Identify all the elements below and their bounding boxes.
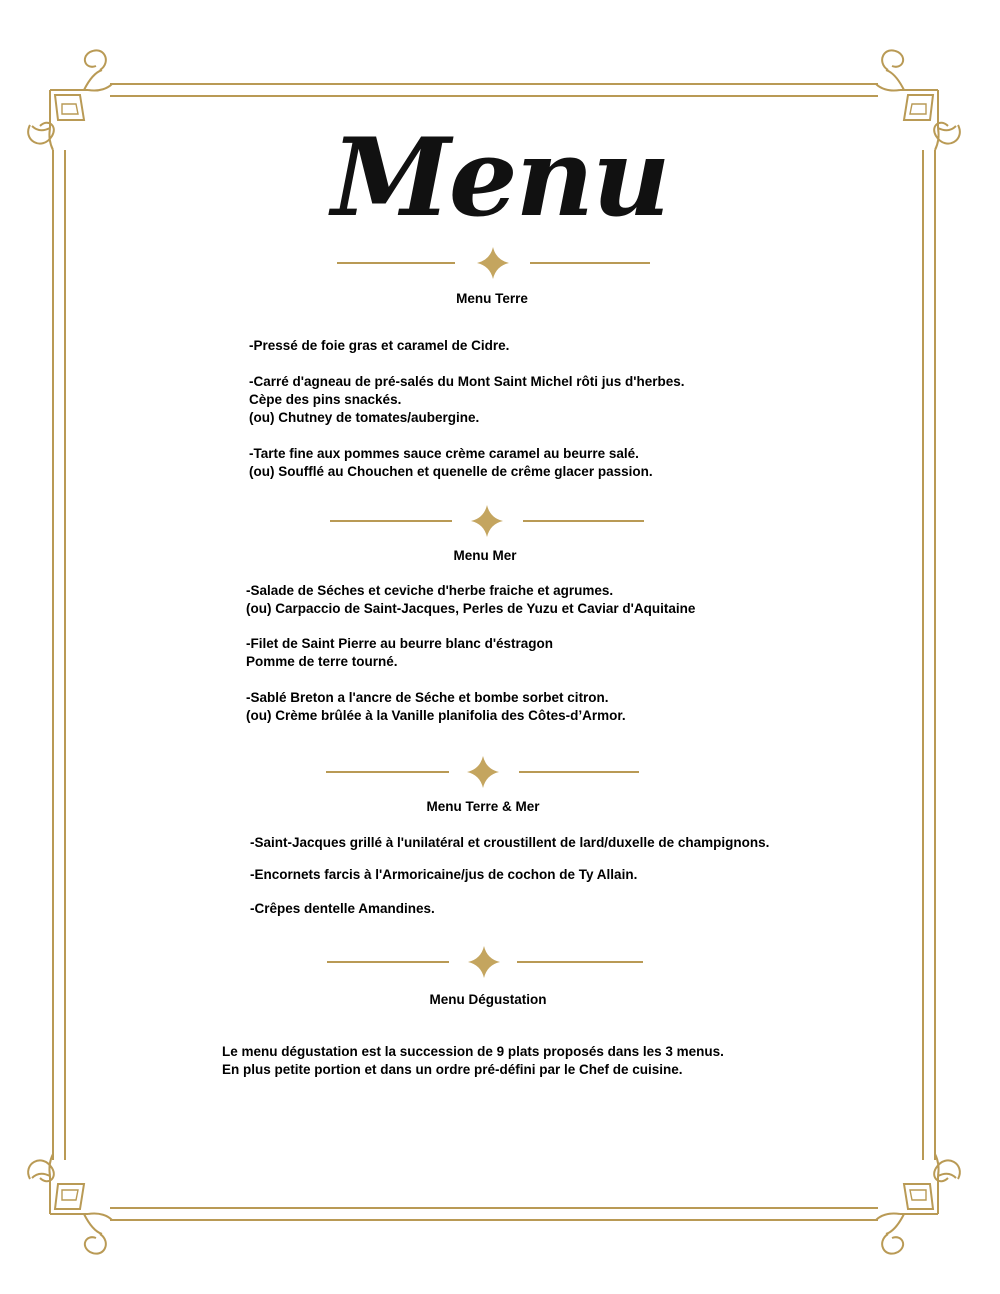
section-divider	[318, 501, 658, 541]
section-divider	[325, 243, 665, 283]
degustation-description: Le menu dégustation est la succession de 9 plats proposés dans les 3 menus. En plus petite portion et dans un ordre pré-défini par le Chef de cuisine.	[222, 1044, 724, 1077]
list-item: -Filet de Saint Pierre au beurre blanc d'éstragon Pomme de terre tourné.	[246, 636, 554, 669]
section-title-terre-mer: Menu Terre & Mer	[426, 799, 540, 814]
corner-flourish-icon	[28, 50, 112, 150]
four-point-star-icon	[467, 756, 499, 788]
section-title-terre: Menu Terre	[456, 291, 528, 306]
menu-terre-mer-list	[250, 834, 769, 918]
four-point-star-icon	[471, 505, 503, 537]
four-point-star-icon	[468, 946, 500, 978]
list-item: -Tarte fine aux pommes sauce crème caramel au beurre salé. (ou) Soufflé au Chouchen et quenelle de crême glacer passion.	[249, 446, 653, 479]
list-item: -Saint-Jacques grillé à l'unilatéral et croustillent de lard/duxelle de champignons.	[250, 835, 770, 850]
section-title-mer: Menu Mer	[453, 548, 517, 563]
list-item: -Sablé Breton a l'ancre de Séche et bombe sorbet citron. (ou) Crème brûlée à la Vanille planifolia des Côtes-d’Armor.	[246, 690, 626, 723]
four-point-star-icon	[477, 247, 509, 279]
menu-mer-list	[246, 582, 695, 725]
list-item: -Pressé de foie gras et caramel de Cidre.	[249, 338, 510, 353]
list-item: -Salade de Séches et ceviche d'herbe fraiche et agrumes. (ou) Carpaccio de Saint-Jacques, Perles de Yuzu et Caviar d'Aquitaine	[246, 583, 696, 616]
menu-title: Menu	[331, 115, 669, 241]
section-divider	[315, 942, 655, 982]
section-divider	[314, 752, 654, 792]
list-item: -Encornets farcis à l'Armoricaine/jus de cochon de Ty Allain.	[250, 867, 638, 882]
section-title-degustation: Menu Dégustation	[429, 992, 547, 1007]
menu-terre-list	[249, 337, 685, 481]
list-item: -Crêpes dentelle Amandines.	[250, 901, 435, 916]
list-item: -Carré d'agneau de pré-salés du Mont Saint Michel rôti jus d'herbes. Cèpe des pins snackés. (ou) Chutney de tomates/aubergine.	[249, 374, 685, 425]
